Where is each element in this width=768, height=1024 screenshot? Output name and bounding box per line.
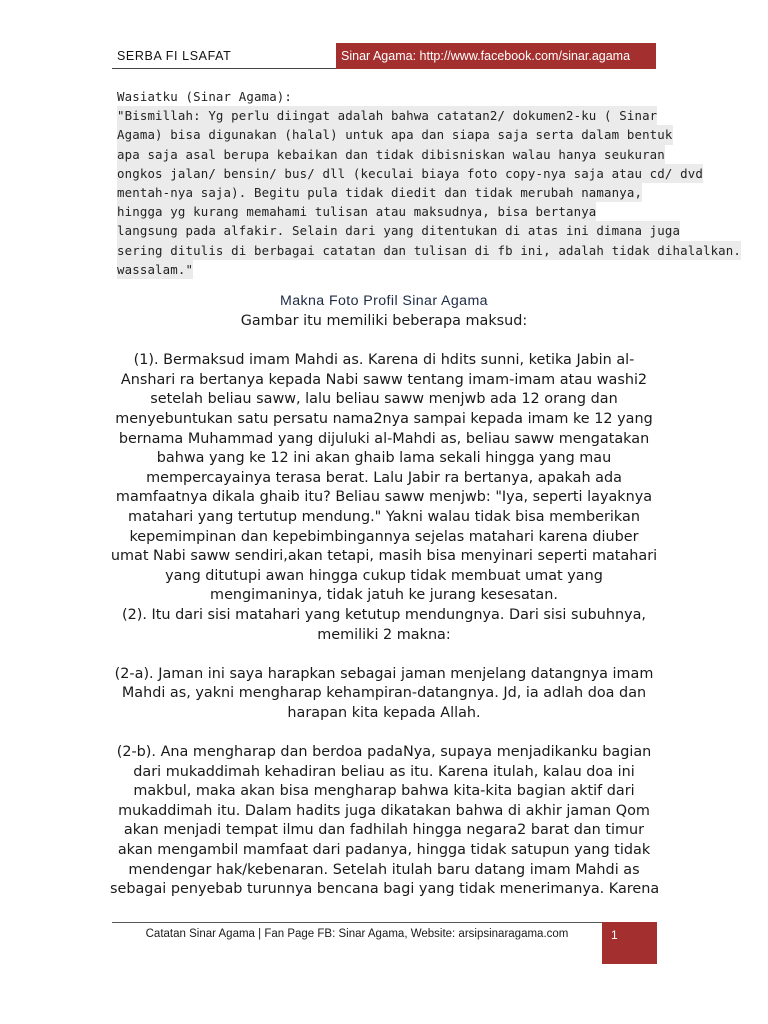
paragraph-1-line: mempercayainya terasa berat. Lalu Jabir ra bertanya, apakah ada xyxy=(146,469,622,486)
wasiat-line: mentah-nya saja). Begitu pula tidak diedit dan tidak merubah namanya, xyxy=(117,183,642,202)
wasiat-line: Agama) bisa digunakan (halal) untuk apa dan siapa saja serta dalam bentuk xyxy=(117,125,673,144)
paragraph-gap xyxy=(110,645,658,665)
paragraph-gap xyxy=(110,723,658,743)
body-text xyxy=(110,312,658,900)
wasiat-heading: Wasiatku (Sinar Agama): xyxy=(117,89,293,104)
paragraph-2b-line: sebagai penyebab turunnya bencana bagi yang tidak menerimanya. Karena xyxy=(110,881,660,898)
paragraph-2b-line: mukaddimah itu. Dalam hadits juga dikatakan bahwa di akhir jaman Qom xyxy=(118,802,650,819)
wasiat-block xyxy=(117,87,742,279)
paragraph-1-line: mengimaninya, tidak jatuh ke jurang kesesatan. xyxy=(210,587,558,604)
paragraph-2a-line: (2-a). Jaman ini saya harapkan sebagai jaman menjelang datangnya imam xyxy=(114,665,654,682)
paragraph-1-line: umat Nabi saww sendiri,akan tetapi, masih bisa menyinari seperti matahari xyxy=(110,548,658,565)
paragraph-1-line: (2). Itu dari sisi matahari yang ketutup mendungnya. Dari sisi subuhnya, xyxy=(121,606,646,623)
paragraph-2b-line: dari mukaddimah kehadiran beliau as itu. Karena itulah, kalau doa ini xyxy=(133,763,635,780)
paragraph-1-line: yang ditutupi awan hingga cukup tidak membuat umat yang xyxy=(165,567,603,584)
paragraph-gap xyxy=(110,332,658,352)
section-title: Makna Foto Profil Sinar Agama xyxy=(280,293,488,309)
wasiat-line: hingga yg kurang memahami tulisan atau maksudnya, bisa bertanya xyxy=(117,202,596,221)
paragraph-2a-line: Mahdi as, yakni mengharap kehampiran-datangnya. Jd, ia adlah doa dan xyxy=(121,685,647,702)
wasiat-line: wassalam." xyxy=(117,260,193,279)
paragraph-1-line: mamfaatnya dikala ghaib itu? Beliau saww menjwb: "Iya, seperti layaknya xyxy=(115,489,653,506)
paragraph-2a-line: harapan kita kepada Allah. xyxy=(287,704,481,721)
paragraph-1-line: setelah beliau saww, lalu beliau saww menjwb ada 12 orang dan xyxy=(150,391,618,408)
wasiat-line: sering ditulis di berbagai catatan dan tulisan di fb ini, adalah tidak dihalalkan. xyxy=(117,241,741,260)
wasiat-line: langsung pada alfakir. Selain dari yang ditentukan di atas ini dimana juga xyxy=(117,221,680,240)
paragraph-1-line: menyebuntukan satu persatu nama2nya sampai kepada imam ke 12 yang xyxy=(115,410,653,427)
page-number: 1 xyxy=(602,922,657,964)
paragraph-1-line: memiliki 2 makna: xyxy=(317,626,451,643)
paragraph-1-line: bernama Muhammad yang dijuluki al-Mahdi as, beliau saww mengatakan xyxy=(118,430,650,447)
paragraph-1-line: (1). Bermaksud imam Mahdi as. Karena di hdits sunni, ketika Jabin al- xyxy=(133,352,635,369)
footer-text: Catatan Sinar Agama | Fan Page FB: Sinar Agama, Website: arsipsinaragama.com xyxy=(145,928,569,940)
paragraph-2b-line: akan mengambil mamfaat dari padanya, hingga tidak satupun yang tidak xyxy=(117,842,651,859)
paragraph-1-line: bahwa yang ke 12 ini akan ghaib lama sekali hingga yang mau xyxy=(156,450,612,467)
paragraph-2b-line: (2-b). Ana mengharap dan berdoa padaNya, supaya menjadikanku bagian xyxy=(116,744,652,761)
paragraph-1-line: matahari yang tertutup mendung." Yakni walau tidak bisa memberikan xyxy=(128,508,640,525)
paragraph-2b-line: akan menjadi tempat ilmu dan fadhilah hingga negara2 barat dan timur xyxy=(123,822,645,839)
paragraph-1-line: Anshari ra bertanya kepada Nabi saww tentang imam-imam atau washi2 xyxy=(120,371,648,388)
wasiat-line: ongkos jalan/ bensin/ bus/ dll (keculai biaya foto copy-nya saja atau cd/ dvd xyxy=(117,164,703,183)
paragraph-2b-line: makbul, maka akan bisa mengharap bahwa kita-kita bagian aktif dari xyxy=(133,783,635,800)
wasiat-line: "Bismillah: Yg perlu diingat adalah bahwa catatan2/ dokumen2-ku ( Sinar xyxy=(117,106,657,125)
paragraph-2b-line: mendengar hak/kebenaran. Setelah itulah baru datang imam Mahdi as xyxy=(128,861,640,878)
footer-divider xyxy=(112,922,602,923)
header-facebook-link[interactable]: Sinar Agama: http://www.facebook.com/sinar.agama xyxy=(336,43,656,69)
wasiat-line: apa saja asal berupa kebaikan dan tidak dibisniskan walau hanya seukuran xyxy=(117,145,665,164)
paragraph-1-line: kepemimpinan dan kepebimbingannya sejelas matahari karena diuber xyxy=(129,528,639,545)
running-header-title: SERBA FI LSAFAT xyxy=(117,49,232,63)
header-divider xyxy=(112,68,336,69)
section-subtitle: Gambar itu memiliki beberapa maksud: xyxy=(240,313,528,329)
